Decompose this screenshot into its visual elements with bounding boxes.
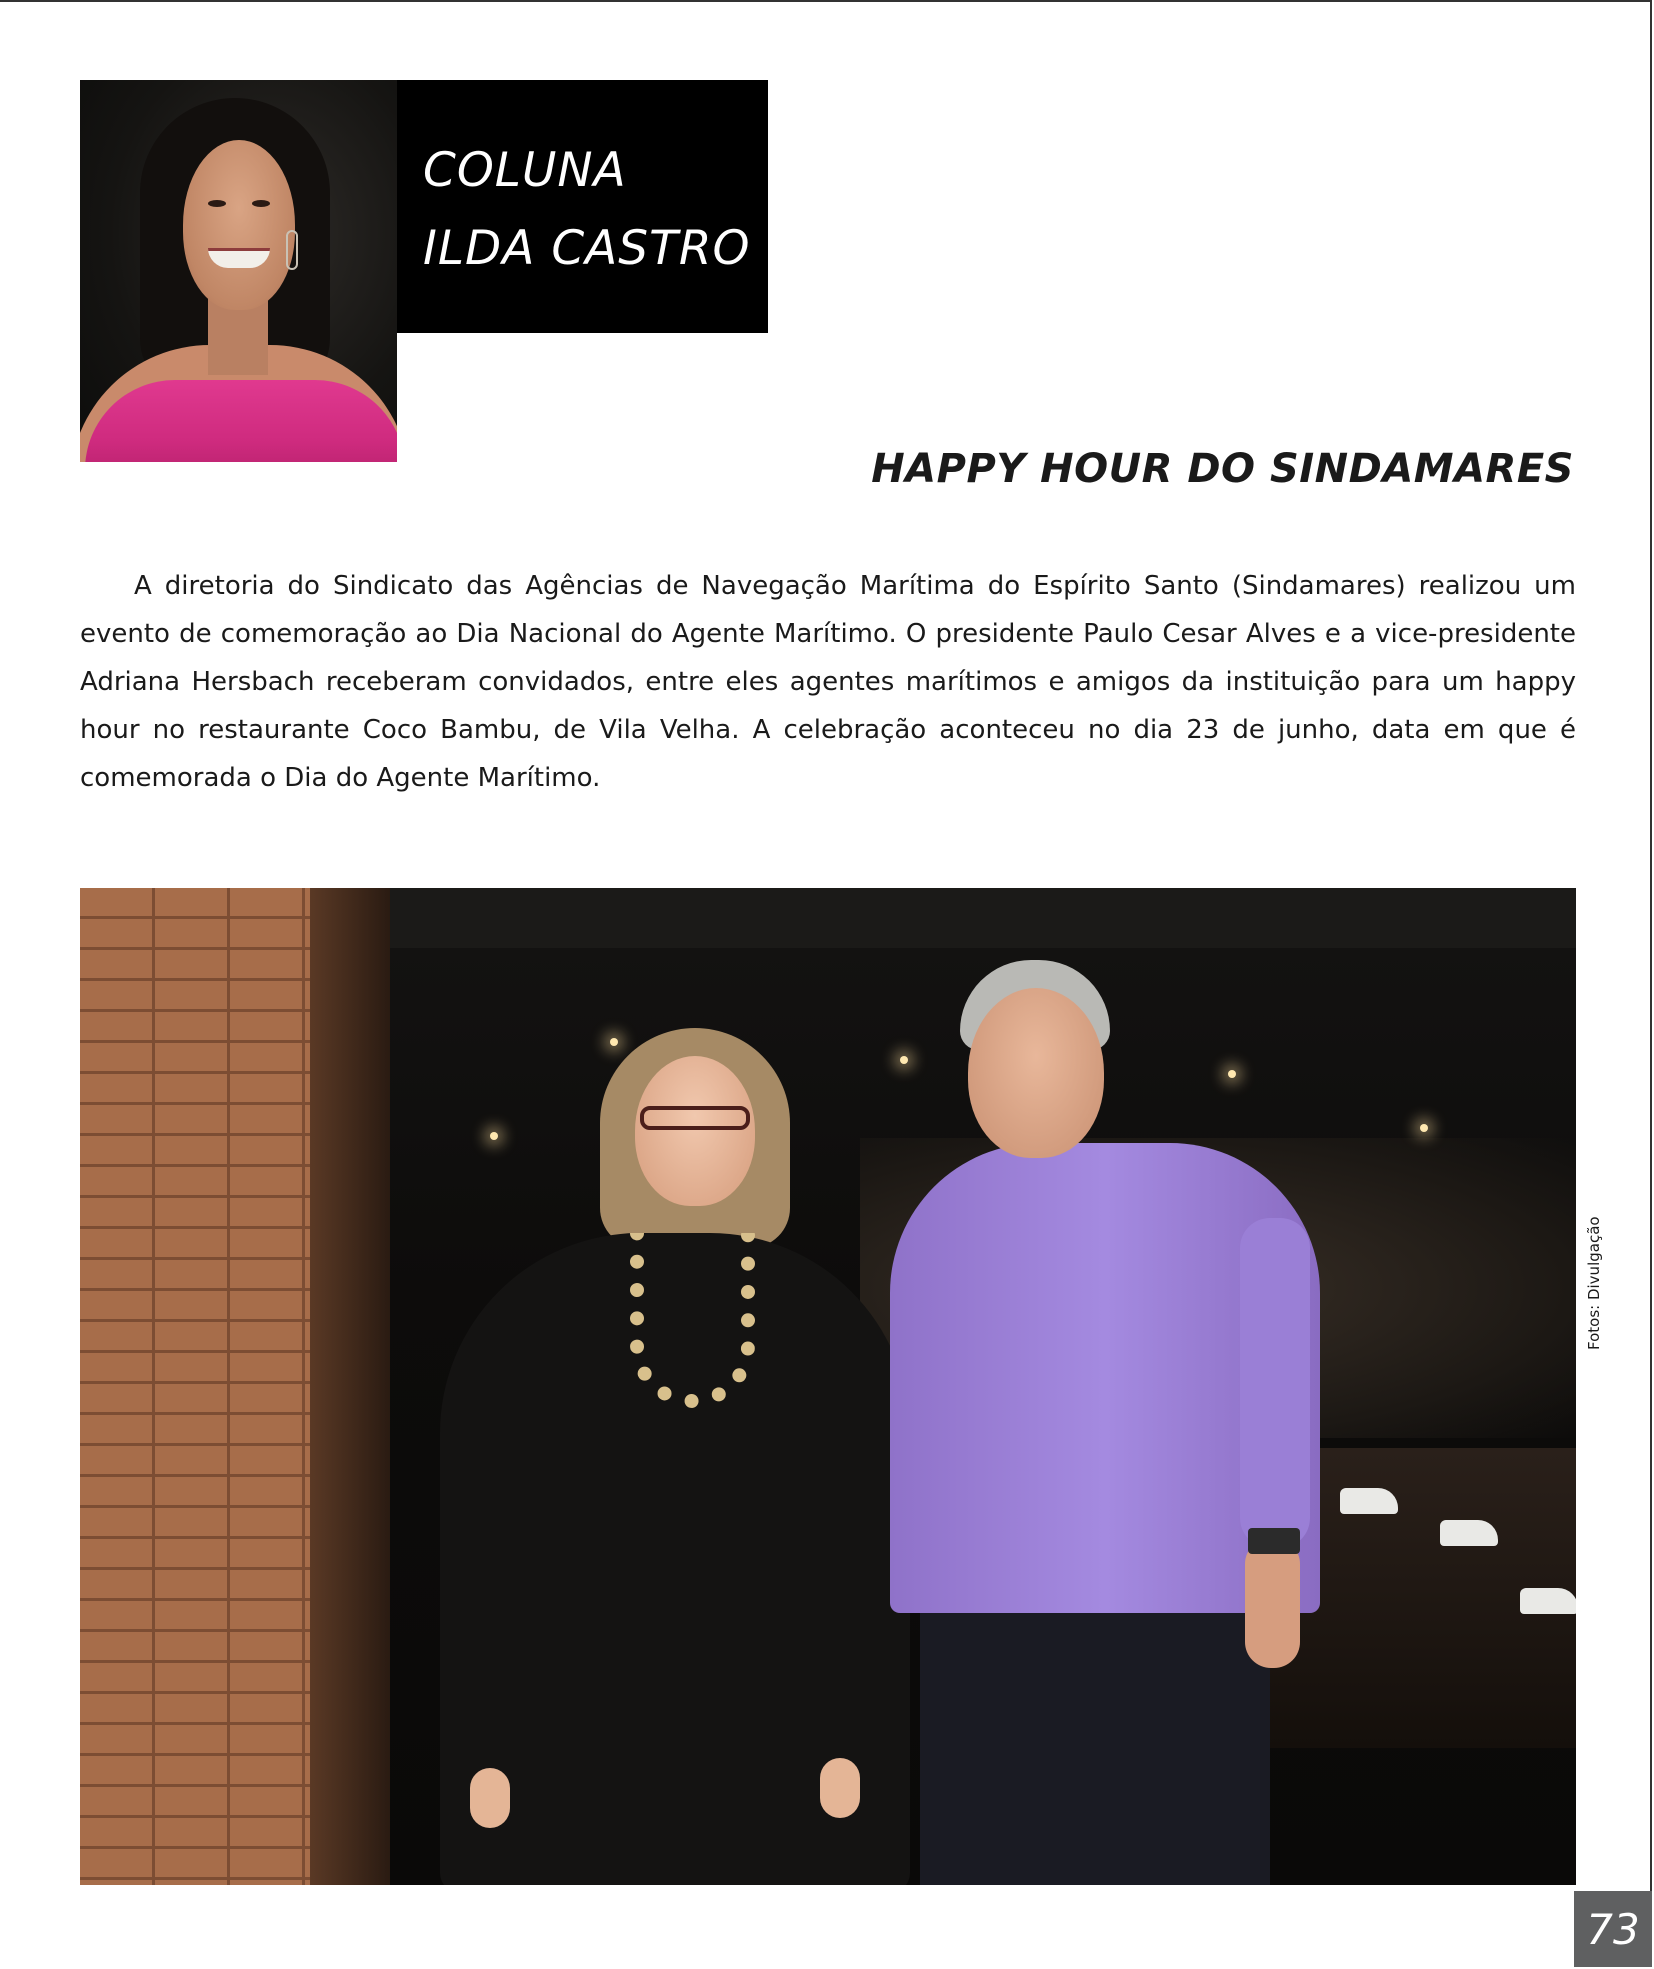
column-title-line2: ILDA CASTRO — [423, 221, 751, 276]
page-number: 73 — [1574, 1891, 1652, 1967]
column-title-box — [397, 80, 768, 333]
article-headline: HAPPY HOUR DO SINDAMARES — [871, 446, 1574, 492]
event-photo — [80, 888, 1576, 1885]
column-title-line1: COLUNA — [423, 143, 627, 198]
photo-credit: Fotos: Divulgação — [1585, 1216, 1603, 1350]
columnist-photo — [80, 80, 397, 462]
article-body: A diretoria do Sindicato das Agências de Navegação Marítima do Espírito Santo (Sindamares) realizou um evento de comemoração ao Dia Nacional do Agente Marítimo. O presidente Paulo Cesar Alves e a vice-presidente Adriana Hersbach receberam convidados, entre eles agentes marítimos e amigos da instituição para um happy hour no restaurante Coco Bambu, de Vila Velha. A celebração aconteceu no dia 23 de junho, data em que é comemorada o Dia do Agente Marítimo. — [80, 571, 1576, 793]
